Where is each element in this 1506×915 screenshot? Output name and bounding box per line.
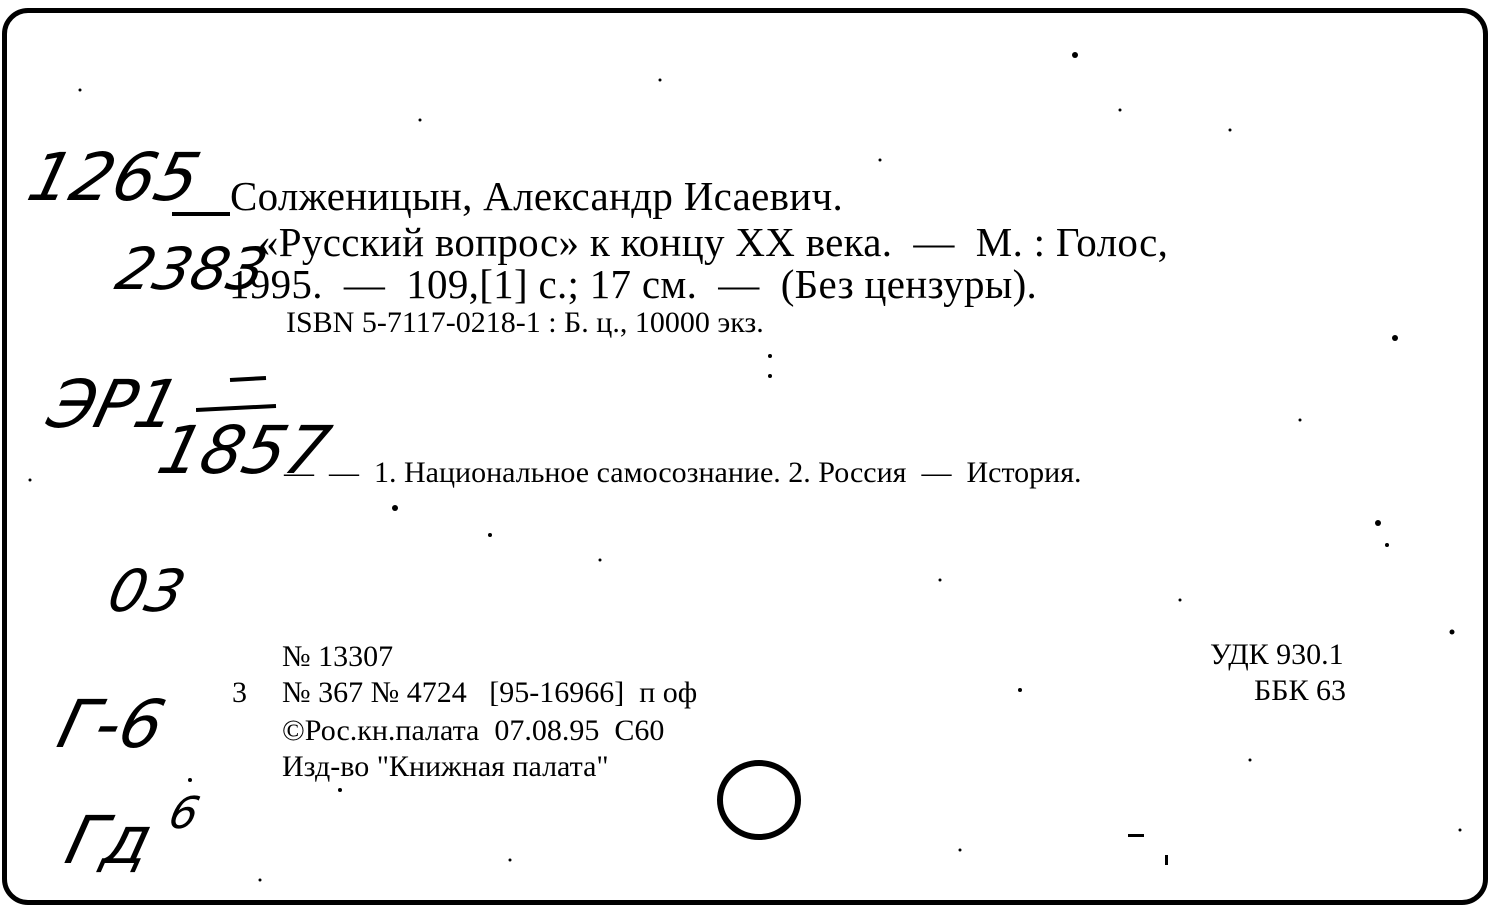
handwritten-mark-g6: Г-6	[50, 686, 173, 763]
author-heading: Солженицын, Александр Исаевич.	[230, 173, 844, 219]
handwritten-underline	[172, 210, 232, 218]
imprint-line: 1995. — 109,[1] с.; 17 см. — (Без цензуры).	[229, 261, 1038, 307]
subjects-line: — — 1. Национальное самосознание. 2. Россия — История.	[284, 456, 1082, 489]
copyright-line: ©Рос.кн.палата 07.08.95 С60	[282, 714, 665, 747]
handwritten-mark-03: 03	[101, 557, 193, 625]
handwritten-number-1857: 1857	[150, 412, 338, 489]
handwritten-mark-gd-superscript: 6	[163, 788, 205, 839]
handwritten-number-1265: 1265	[20, 139, 208, 216]
isbn-line: ISBN 5-7117-0218-1 : Б. ц., 10000 экз.	[286, 306, 764, 339]
publisher-line: Изд-во "Книжная палата"	[282, 750, 609, 783]
handwritten-number-2383: 2383	[109, 235, 275, 303]
handwritten-code: ЭР1	[40, 366, 188, 443]
order-line: № 367 № 4724 [95-16966] п оф	[282, 676, 698, 709]
handwritten-mark-gd: Гд	[58, 802, 161, 879]
entry-number: № 13307	[282, 640, 394, 673]
udc-code: УДК 930.1	[1210, 638, 1344, 671]
title-line: «Русский вопрос» к концу XX века. — М. : Голос,	[258, 219, 1169, 265]
order-prefix: 3	[232, 676, 247, 709]
bbk-code: ББК 63	[1254, 674, 1346, 707]
card-punch-hole	[715, 758, 803, 842]
handwritten-dashes	[196, 374, 286, 414]
